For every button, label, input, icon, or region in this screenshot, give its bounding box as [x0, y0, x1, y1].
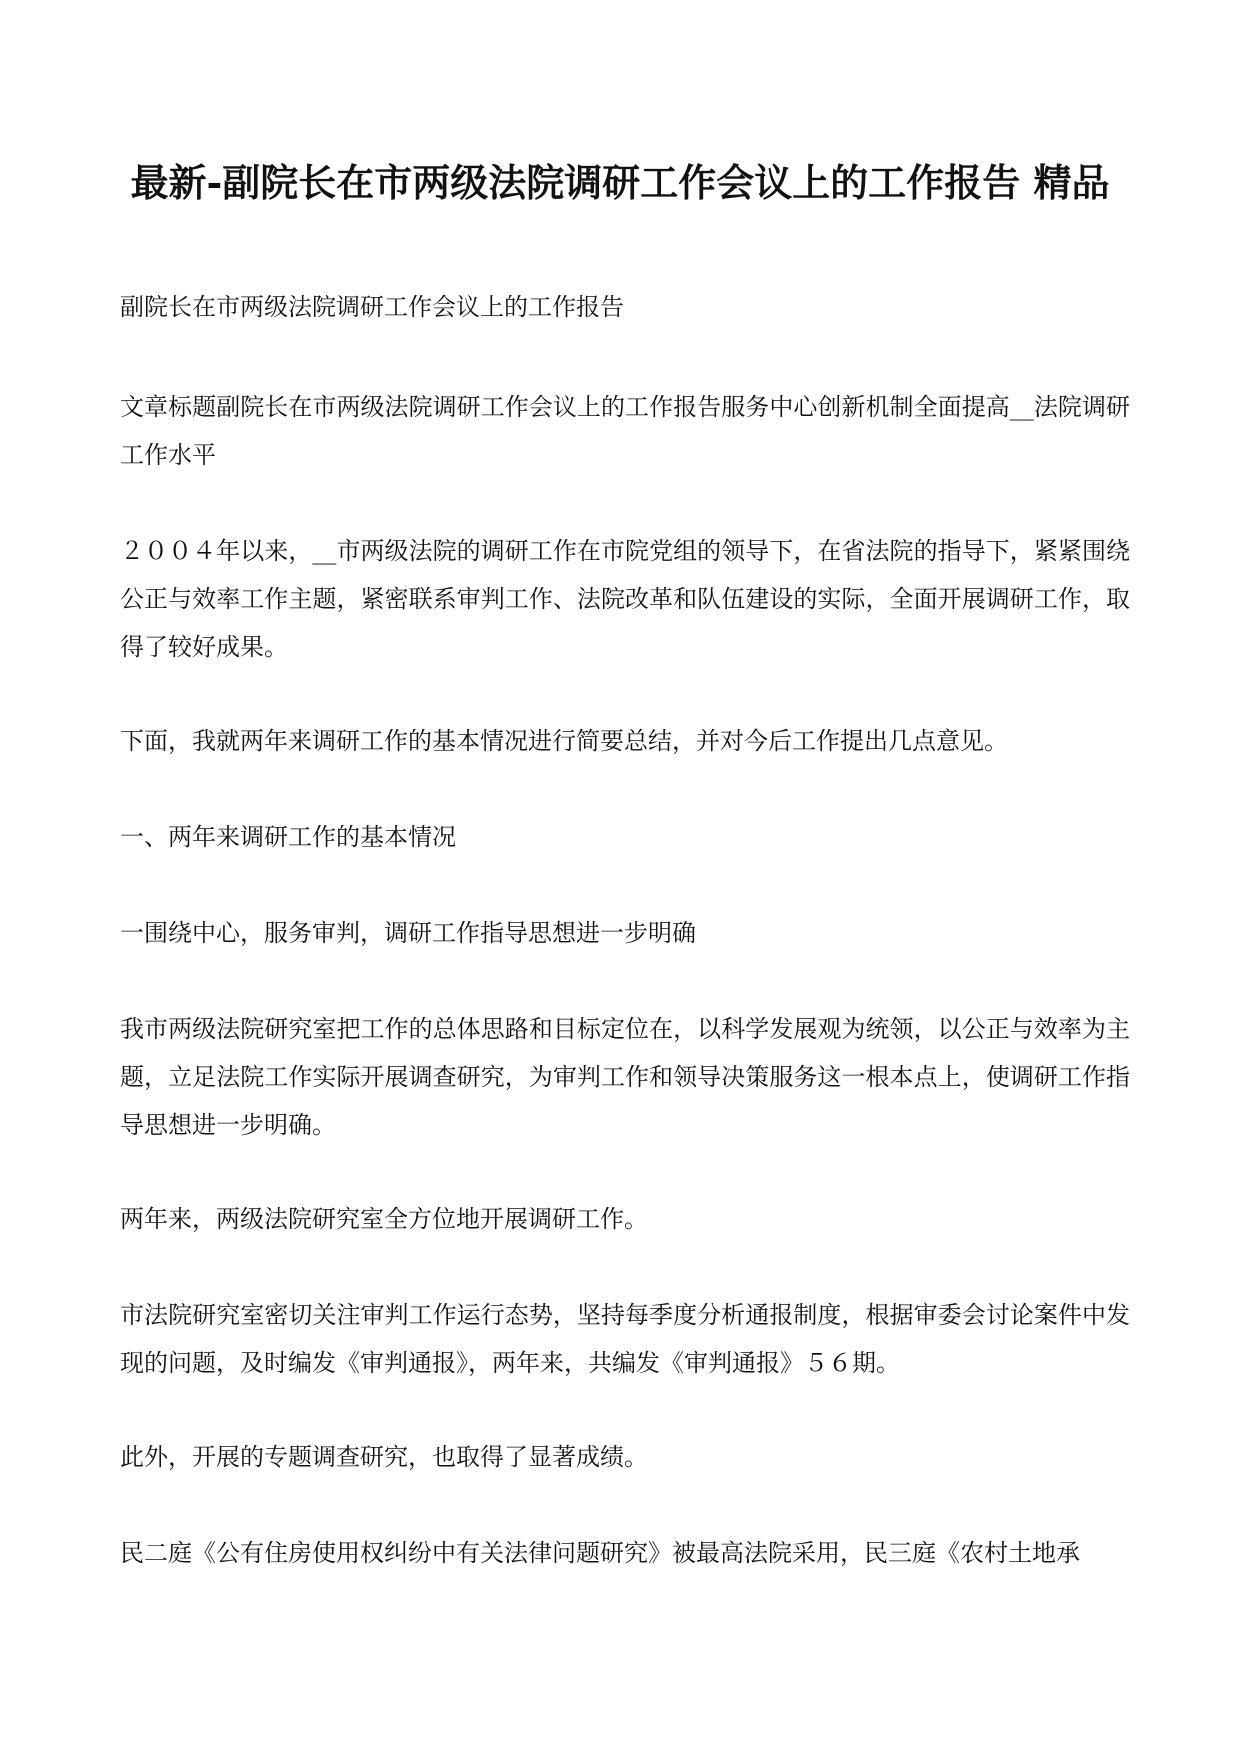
section-heading-1: 一、两年来调研工作的基本情况	[120, 823, 456, 851]
paragraph-subtitle: 副院长在市两级法院调研工作会议上的工作报告	[120, 293, 624, 321]
document-title: 最新-副院长在市两级法院调研工作会议上的工作报告 精品	[130, 160, 1110, 205]
paragraph-guiding-idea: 我市两级法院研究室把工作的总体思路和目标定位在，以科学发展观为统领，以公正与效率为主题，立足法院工作实际开展调查研究，为审判工作和领导决策服务这一根本点上，使调研工作指导思想进一步明确。	[120, 1015, 1130, 1139]
paragraph-civil-court: 民二庭《公有住房使用权纠纷中有关法律问题研究》被最高法院采用，民三庭《农村土地承	[120, 1539, 1080, 1567]
paragraph-summary-note: 下面，我就两年来调研工作的基本情况进行简要总结，并对今后工作提出几点意见。	[120, 727, 1008, 755]
paragraph-article-title: 文章标题副院长在市两级法院调研工作会议上的工作报告服务中心创新机制全面提高__法院调研工作水平	[120, 393, 1130, 469]
paragraph-research-office: 市法院研究室密切关注审判工作运行态势，坚持每季度分析通报制度，根据审委会讨论案件中发现的问题，及时编发《审判通报》，两年来，共编发《审判通报》５６期。	[120, 1301, 1130, 1377]
paragraph-two-years: 两年来，两级法院研究室全方位地开展调研工作。	[120, 1205, 648, 1233]
paragraph-special-research: 此外，开展的专题调查研究，也取得了显著成绩。	[120, 1443, 648, 1471]
paragraph-intro: ２００４年以来，__市两级法院的调研工作在市院党组的领导下，在省法院的指导下，紧紧围绕公正与效率工作主题，紧密联系审判工作、法院改革和队伍建设的实际，全面开展调研工作，取得了较好成果。	[120, 537, 1130, 661]
subsection-heading-1: 一围绕中心，服务审判，调研工作指导思想进一步明确	[120, 919, 696, 947]
